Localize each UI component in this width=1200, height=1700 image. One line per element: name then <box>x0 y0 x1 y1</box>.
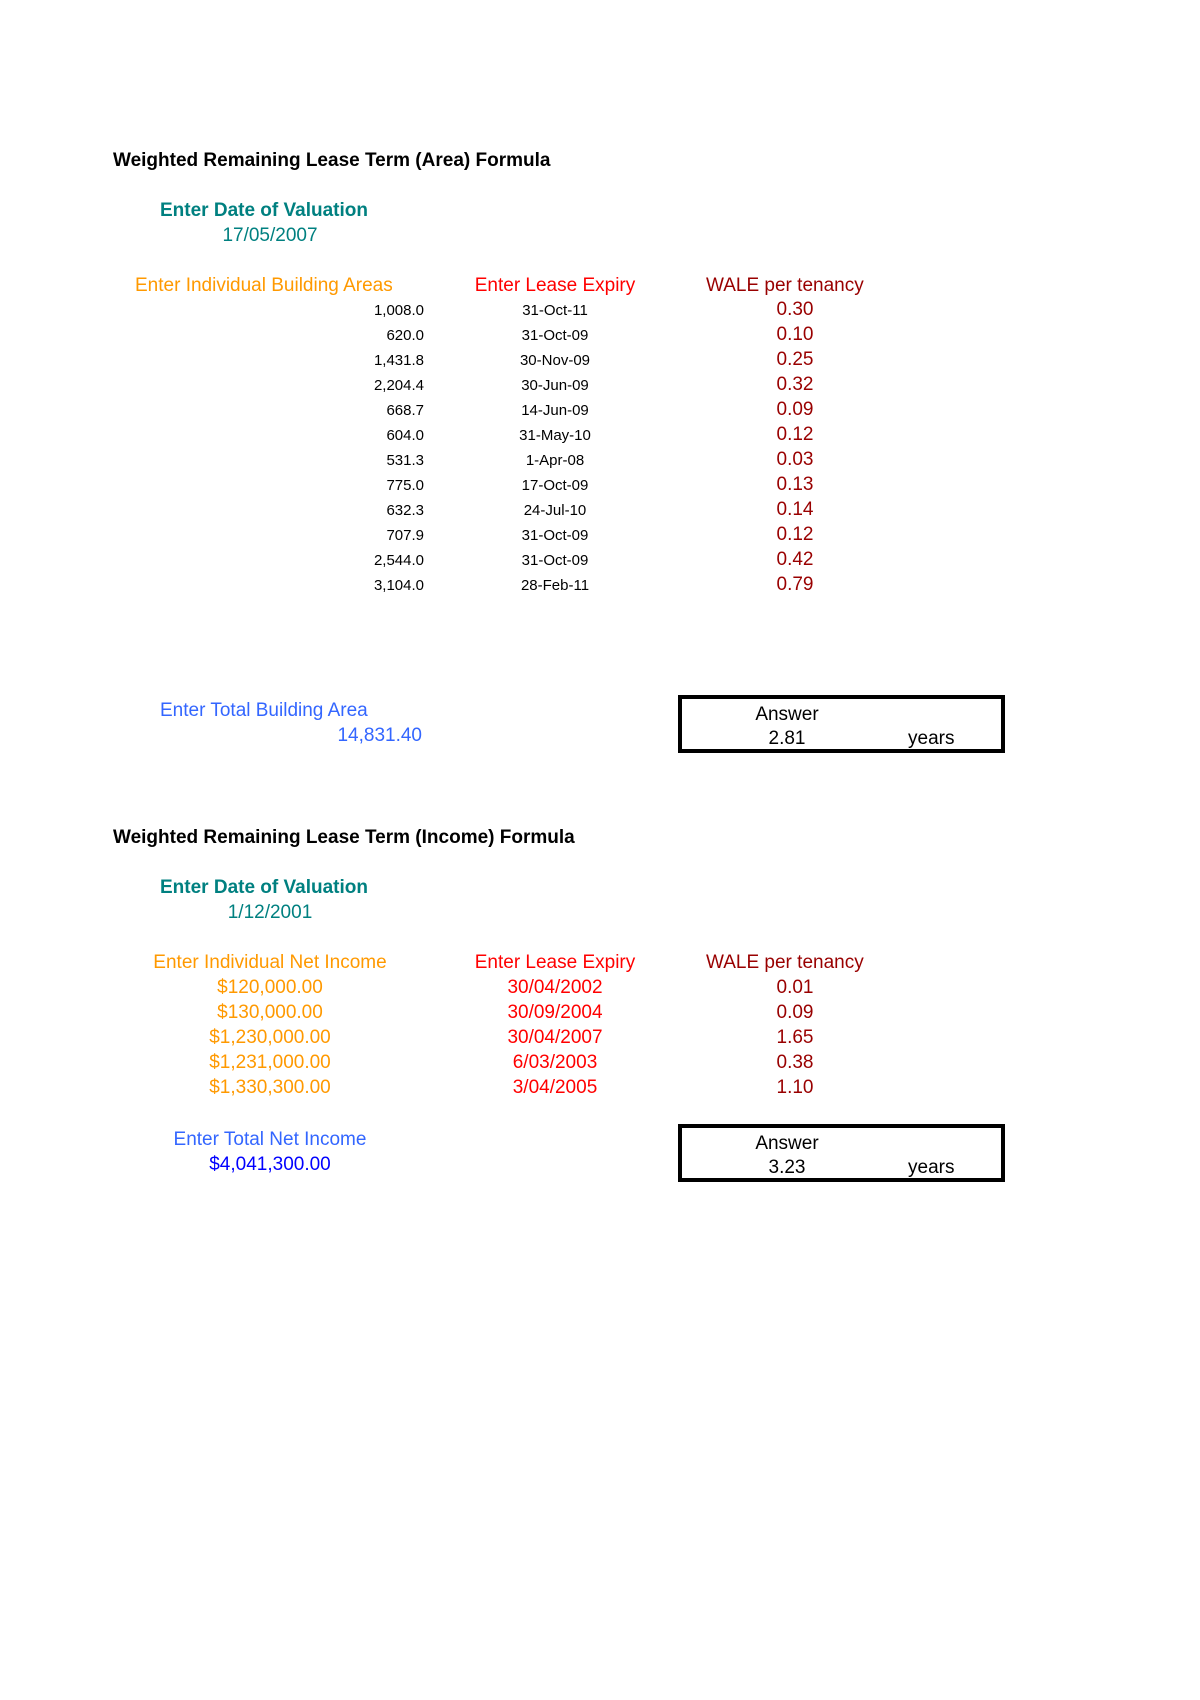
area-cell-area[interactable]: 707.9 <box>386 527 424 544</box>
area-cell-area[interactable]: 604.0 <box>386 427 424 444</box>
area-cell-wale: 0.32 <box>776 374 814 395</box>
area-cell-expiry[interactable]: 31-Oct-09 <box>521 327 589 344</box>
income-col-header-wale: WALE per tenancy <box>706 952 864 973</box>
income-cell-expiry[interactable]: 30/04/2007 <box>507 1027 603 1048</box>
income-valuation-label: Enter Date of Valuation <box>160 877 368 898</box>
income-cell-wale: 0.09 <box>776 1002 814 1023</box>
area-total-label: Enter Total Building Area <box>160 700 368 721</box>
area-cell-area[interactable]: 632.3 <box>386 502 424 519</box>
area-cell-area[interactable]: 1,008.0 <box>373 302 424 319</box>
area-cell-wale: 0.79 <box>776 574 814 595</box>
area-cell-area[interactable]: 2,544.0 <box>373 552 424 569</box>
area-cell-expiry[interactable]: 24-Jul-10 <box>523 502 587 519</box>
area-cell-wale: 0.25 <box>776 349 814 370</box>
area-cell-expiry[interactable]: 14-Jun-09 <box>521 402 589 419</box>
area-cell-wale: 0.42 <box>776 549 814 570</box>
income-cell-income[interactable]: $1,330,300.00 <box>209 1077 331 1098</box>
area-cell-area[interactable]: 1,431.8 <box>373 352 424 369</box>
area-cell-area[interactable]: 2,204.4 <box>373 377 424 394</box>
area-cell-expiry[interactable]: 31-Oct-11 <box>522 302 588 319</box>
area-section-title: Weighted Remaining Lease Term (Area) Formula <box>113 150 551 171</box>
area-answer-label: Answer <box>755 704 819 725</box>
area-cell-wale: 0.13 <box>776 474 814 495</box>
income-answer-label: Answer <box>755 1133 819 1154</box>
area-cell-expiry[interactable]: 30-Nov-09 <box>519 352 591 369</box>
income-col-header-expiry: Enter Lease Expiry <box>474 952 636 973</box>
income-valuation-date[interactable]: 1/12/2001 <box>227 902 313 923</box>
area-col-header-wale: WALE per tenancy <box>706 275 864 296</box>
area-cell-expiry[interactable]: 17-Oct-09 <box>521 477 589 494</box>
area-answer-value: 2.81 <box>768 728 806 749</box>
area-cell-expiry[interactable]: 31-Oct-09 <box>521 552 589 569</box>
area-cell-expiry[interactable]: 31-Oct-09 <box>521 527 589 544</box>
income-cell-expiry[interactable]: 3/04/2005 <box>512 1077 598 1098</box>
income-cell-income[interactable]: $1,231,000.00 <box>209 1052 331 1073</box>
area-cell-wale: 0.09 <box>776 399 814 420</box>
area-cell-wale: 0.30 <box>776 299 814 320</box>
income-cell-expiry[interactable]: 30/04/2002 <box>507 977 603 998</box>
area-cell-wale: 0.12 <box>776 524 814 545</box>
area-valuation-label: Enter Date of Valuation <box>160 200 368 221</box>
area-cell-area[interactable]: 620.0 <box>386 327 424 344</box>
income-cell-wale: 0.38 <box>776 1052 814 1073</box>
income-total-value[interactable]: $4,041,300.00 <box>209 1154 331 1175</box>
area-answer-unit: years <box>908 728 955 749</box>
income-answer-value: 3.23 <box>768 1157 806 1178</box>
area-valuation-date[interactable]: 17/05/2007 <box>222 225 318 246</box>
area-cell-area[interactable]: 775.0 <box>386 477 424 494</box>
area-cell-wale: 0.12 <box>776 424 814 445</box>
area-cell-expiry[interactable]: 28-Feb-11 <box>520 577 590 594</box>
area-cell-expiry[interactable]: 31-May-10 <box>519 427 591 444</box>
income-section-title: Weighted Remaining Lease Term (Income) Formula <box>113 827 575 848</box>
area-cell-expiry[interactable]: 30-Jun-09 <box>521 377 589 394</box>
area-cell-expiry[interactable]: 1-Apr-08 <box>525 452 585 469</box>
area-col-header-expiry: Enter Lease Expiry <box>474 275 636 296</box>
income-cell-income[interactable]: $1,230,000.00 <box>209 1027 331 1048</box>
area-cell-area[interactable]: 668.7 <box>386 402 424 419</box>
income-cell-income[interactable]: $130,000.00 <box>217 1002 323 1023</box>
income-answer-box <box>678 1124 1005 1182</box>
area-total-value[interactable]: 14,831.40 <box>337 725 422 746</box>
area-cell-wale: 0.14 <box>776 499 814 520</box>
income-cell-wale: 1.10 <box>776 1077 814 1098</box>
area-cell-area[interactable]: 531.3 <box>386 452 424 469</box>
area-cell-wale: 0.10 <box>776 324 814 345</box>
income-answer-unit: years <box>908 1157 955 1178</box>
income-total-label: Enter Total Net Income <box>173 1129 367 1150</box>
income-cell-wale: 0.01 <box>776 977 814 998</box>
area-col-header-area: Enter Individual Building Areas <box>135 275 393 296</box>
income-cell-expiry[interactable]: 30/09/2004 <box>507 1002 603 1023</box>
income-cell-expiry[interactable]: 6/03/2003 <box>512 1052 598 1073</box>
income-col-header-income: Enter Individual Net Income <box>153 952 387 973</box>
area-answer-box <box>678 695 1005 753</box>
area-cell-wale: 0.03 <box>776 449 814 470</box>
area-cell-area[interactable]: 3,104.0 <box>373 577 424 594</box>
income-cell-wale: 1.65 <box>776 1027 814 1048</box>
income-cell-income[interactable]: $120,000.00 <box>217 977 323 998</box>
